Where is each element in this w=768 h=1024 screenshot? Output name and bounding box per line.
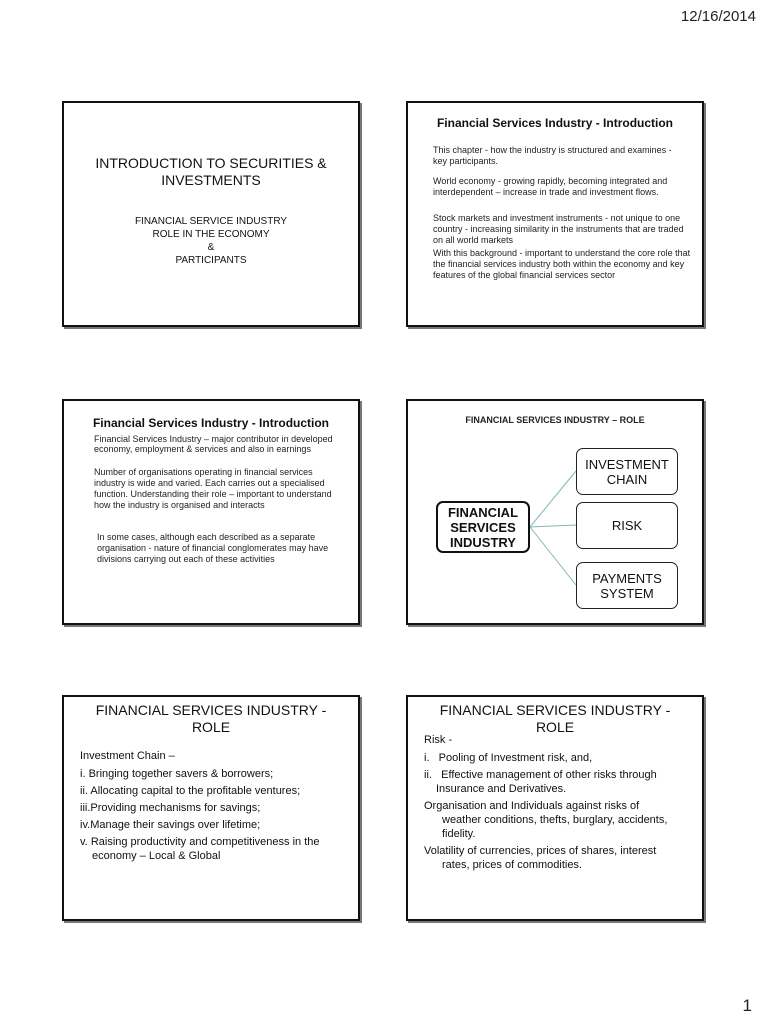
slide-heading <box>72 702 350 736</box>
slide-1 <box>62 101 360 327</box>
slide-heading: Financial Services Industry - Introduction <box>436 116 674 130</box>
list-item-text: Providing mechanisms for savings; <box>90 802 261 814</box>
slide-paragraph: Number of organisations operating in financial services industry is wide and varied. Each carries out a specialised function. Understanding their role – important to understand how the industry is organised and interacts <box>94 467 332 510</box>
list-intro: Risk - <box>424 734 453 746</box>
connector-line <box>530 471 576 527</box>
heading-line: ROLE <box>191 719 231 735</box>
heading-line: FINANCIAL SERVICES INDUSTRY - <box>95 702 327 718</box>
list-item <box>80 835 342 863</box>
slide-2 <box>406 101 704 327</box>
list-marker: ii. <box>424 769 432 781</box>
slide-5 <box>62 695 360 921</box>
slide-list <box>424 733 696 872</box>
paragraph-line: Volatility of currencies, prices of shares, interest <box>424 845 657 857</box>
diagram-node-financial-services-industry <box>436 501 530 553</box>
node-label-line: SERVICES <box>450 519 516 535</box>
list-item-text: Bringing together savers & borrowers; <box>88 768 274 780</box>
list-item-text: Raising productivity and competitiveness in the economy – Local & Global <box>90 836 320 862</box>
node-label-line: PAYMENTS <box>592 570 662 586</box>
slide-title-line: INVESTMENTS <box>161 172 261 188</box>
subtitle-line: & <box>207 242 215 253</box>
slide-4 <box>406 399 704 625</box>
diagram-node-investment-chain <box>576 448 678 495</box>
header-date: 12/16/2014 <box>680 8 756 25</box>
subtitle-line: FINANCIAL SERVICE INDUSTRY <box>134 216 288 227</box>
list-item-text: Pooling of Investment risk, and, <box>438 752 593 764</box>
slide-3 <box>62 399 360 625</box>
list-item <box>80 801 342 815</box>
heading-line: FINANCIAL SERVICES INDUSTRY - <box>439 702 671 718</box>
paragraph-line: weather conditions, thefts, burglary, accidents, fidelity. <box>442 814 668 840</box>
list-marker: v. <box>80 836 88 848</box>
slide-title <box>74 155 348 189</box>
node-label-line: SYSTEM <box>600 585 654 601</box>
slide-list <box>80 749 342 866</box>
list-marker: iv. <box>80 819 91 831</box>
slide-heading: Financial Services Industry - Introduction <box>92 416 330 430</box>
connector-line <box>530 525 576 527</box>
list-item-text: Effective management of other risks through Insurance and Derivatives. <box>436 769 657 795</box>
node-label: RISK <box>611 518 643 533</box>
paragraph-line: rates, prices of commodities. <box>442 859 582 871</box>
list-marker: i. <box>80 768 86 780</box>
diagram-node-risk <box>576 502 678 549</box>
slide-6 <box>406 695 704 921</box>
slide-subtitle <box>74 215 348 267</box>
subtitle-line: ROLE IN THE ECONOMY <box>152 229 270 240</box>
slide-heading: FINANCIAL SERVICES INDUSTRY – ROLE <box>465 415 645 425</box>
connector-line <box>530 527 576 585</box>
list-item <box>424 751 696 765</box>
list-marker: i. <box>424 752 430 764</box>
heading-line: ROLE <box>535 719 575 735</box>
slide-paragraph: In some cases, although each described as a separate organisation - nature of financial conglomerates may have divisions carrying out each of these activities <box>97 532 329 564</box>
list-marker: ii. <box>80 785 88 797</box>
node-label-line: INDUSTRY <box>450 534 516 550</box>
page-number: 1 <box>742 996 752 1015</box>
list-marker: iii. <box>80 802 91 814</box>
list-item <box>80 784 342 798</box>
subtitle-line: PARTICIPANTS <box>175 255 247 266</box>
list-paragraph <box>424 799 696 841</box>
node-label-line: CHAIN <box>606 471 648 487</box>
node-label-line: INVESTMENT <box>585 456 669 472</box>
slide-paragraph: World economy - growing rapidly, becoming integrated and interdependent – increase in trade and investment flows. <box>433 176 668 197</box>
slide-paragraph: With this background - important to understand the core role that the financial services industry both within the economy and key features of the global financial services sector <box>433 248 691 280</box>
list-item <box>80 818 342 832</box>
list-item <box>424 768 696 796</box>
list-item-text: Allocating capital to the profitable ventures; <box>90 785 301 797</box>
list-item <box>80 767 342 781</box>
slide-title-line: INTRODUCTION TO SECURITIES & <box>95 155 327 171</box>
slide-paragraph: Financial Services Industry – major contributor in developed economy, employment & services and also in earnings <box>94 434 333 454</box>
slide-paragraph: Stock markets and investment instruments - not unique to one country - increasing similarity in the instruments that are traded on all world markets <box>433 213 684 245</box>
slide-heading <box>416 702 694 736</box>
list-item-text: Manage their savings over lifetime; <box>90 819 261 831</box>
list-paragraph <box>424 844 696 872</box>
slide-paragraph: This chapter - how the industry is structured and examines - key participants. <box>433 145 672 166</box>
list-intro: Investment Chain – <box>80 750 175 762</box>
node-label-line: FINANCIAL <box>447 504 519 520</box>
paragraph-line: Organisation and Individuals against risks of <box>424 800 640 812</box>
diagram-node-payments-system <box>576 562 678 609</box>
